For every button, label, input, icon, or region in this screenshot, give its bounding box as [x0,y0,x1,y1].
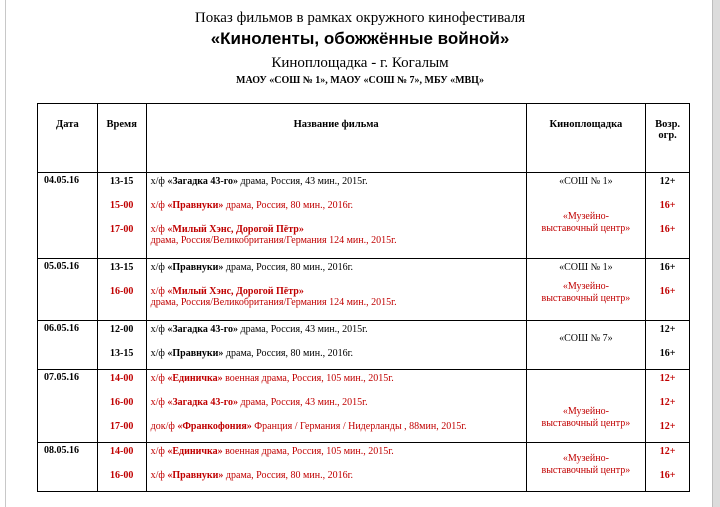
film-entry [147,370,526,394]
age-rating: 12+ [659,421,676,432]
col-time-header: Время [97,104,146,173]
film-type: х/ф [150,200,165,211]
venue-name: «Музейно-выставочный центр» [541,211,631,234]
film-entry [147,283,526,320]
venue-name: «СОШ № 7» [559,333,613,344]
film-details: Франция / Германия / Нидерланды , 88мин, 2015г. [254,421,467,432]
film-details: драма, Россия, 43 мин., 2015г. [240,324,368,335]
time-cell [97,173,146,259]
film-type: х/ф [150,373,165,384]
place-cell [526,259,646,321]
age-cell [646,173,690,259]
film-title: «Франкофония» [177,421,252,432]
table-row [38,173,690,259]
screening-date: 04.05.16 [44,175,79,186]
film-title: «Правнуки» [167,262,224,273]
film-type: х/ф [150,397,165,408]
film-entry [147,443,526,467]
screening-time: 14-00 [110,373,134,384]
film-details: драма, Россия/Великобритания/Германия 124 мин., 2015г. [150,235,397,246]
place-cell [526,173,646,259]
organizations-line: МАОУ «СОШ № 1», МАОУ «СОШ № 7», МБУ «МВЦ» [236,75,484,86]
age-rating: 12+ [659,324,676,335]
age-rating: 16+ [659,470,676,481]
film-type: х/ф [150,224,165,235]
table-row [38,321,690,370]
film-details: драма, Россия, 43 мин., 2015г. [240,176,368,187]
place-cell [526,370,646,443]
film-entry [147,259,526,283]
film-type: х/ф [150,470,165,481]
film-title: «Единичка» [167,373,223,384]
time-cell [97,370,146,443]
film-title: «Загадка 43-го» [167,324,239,335]
age-cell [646,259,690,321]
date-cell [38,173,98,259]
age-rating: 12+ [659,373,676,384]
film-entry [147,394,526,418]
festival-title: «Киноленты, обожжённые войной» [210,29,510,48]
venue-line: Киноплощадка - г. Когалым [271,55,449,71]
film-details: драма, Россия, 80 мин., 2016г. [225,470,354,481]
time-cell [97,321,146,370]
film-entry [147,467,526,491]
col-age-header: Возр. огр. [646,104,690,173]
film-title: «Милый Хэнс, Дорогой Пётр» [167,224,304,235]
table-row [38,259,690,321]
table-row [38,443,690,492]
film-title: «Загадка 43-го» [167,397,239,408]
film-cell [146,173,526,259]
film-title: «Милый Хэнс, Дорогой Пётр» [167,286,304,297]
film-title: «Правнуки» [167,200,224,211]
date-cell [38,259,98,321]
film-cell [146,259,526,321]
film-title: «Единичка» [167,446,223,457]
col-date-header: Дата [38,104,98,173]
age-rating: 16+ [659,348,676,359]
film-type: х/ф [150,348,165,359]
film-entry [147,197,526,221]
screening-date: 07.05.16 [44,372,79,383]
place-cell [526,321,646,370]
date-cell [38,321,98,370]
age-rating: 12+ [659,397,676,408]
film-title: «Правнуки» [167,348,224,359]
age-rating: 16+ [659,224,676,235]
screening-time: 16-00 [110,286,134,297]
film-cell [146,321,526,370]
age-rating: 12+ [659,446,676,457]
screening-time: 13-15 [110,176,134,187]
venue-name: «СОШ № 1» [559,262,613,273]
schedule-table [37,103,690,492]
film-details: драма, Россия, 80 мин., 2016г. [225,262,354,273]
film-details: драма, Россия, 43 мин., 2015г. [240,397,368,408]
film-details: драма, Россия, 80 мин., 2016г. [225,200,354,211]
age-rating: 16+ [659,262,676,273]
place-cell [526,443,646,492]
age-rating: 16+ [659,286,676,297]
screening-time: 13-15 [110,262,134,273]
screening-time: 17-00 [110,421,134,432]
film-type: х/ф [150,262,165,273]
film-title: «Правнуки» [167,470,224,481]
screening-time: 13-15 [110,348,134,359]
film-entry [147,345,526,369]
age-cell [646,443,690,492]
col-place-header: Киноплощадка [526,104,646,173]
film-entry [147,418,526,442]
film-type: док/ф [150,421,175,432]
screening-time: 14-00 [110,446,134,457]
venue-name: «Музейно-выставочный центр» [541,281,631,304]
date-cell [38,370,98,443]
time-cell [97,443,146,492]
screening-date: 06.05.16 [44,323,79,334]
film-details: драма, Россия, 80 мин., 2016г. [225,348,354,359]
table-header-row [38,104,690,173]
film-type: х/ф [150,286,165,297]
screening-time: 12-00 [110,324,134,335]
festival-line: Показ фильмов в рамках окружного кинофестиваля [194,10,526,26]
film-title: «Загадка 43-го» [167,176,239,187]
age-rating: 12+ [659,176,676,187]
time-cell [97,259,146,321]
film-details: драма, Россия/Великобритания/Германия 124 мин., 2015г. [150,297,397,308]
venue-name: «Музейно-выставочный центр» [541,406,631,429]
age-rating: 16+ [659,200,676,211]
screening-time: 17-00 [110,224,134,235]
col-film-header: Название фильма [146,104,526,173]
film-entry [147,221,526,258]
table-row [38,370,690,443]
film-cell [146,370,526,443]
film-entry [147,173,526,197]
venue-name: «СОШ № 1» [559,176,613,187]
screening-date: 08.05.16 [44,445,79,456]
screening-time: 15-00 [110,200,134,211]
date-cell [38,443,98,492]
film-cell [146,443,526,492]
screening-time: 16-00 [110,470,134,481]
film-entry [147,321,526,345]
age-cell [646,370,690,443]
document-header [0,8,720,88]
screening-time: 16-00 [110,397,134,408]
film-type: х/ф [150,324,165,335]
venue-name: «Музейно-выставочный центр» [541,453,631,476]
film-details: военная драма, Россия, 105 мин., 2015г. [225,446,394,457]
film-type: х/ф [150,176,165,187]
age-cell [646,321,690,370]
film-details: военная драма, Россия, 105 мин., 2015г. [225,373,394,384]
screening-date: 05.05.16 [44,261,79,272]
film-type: х/ф [150,446,165,457]
